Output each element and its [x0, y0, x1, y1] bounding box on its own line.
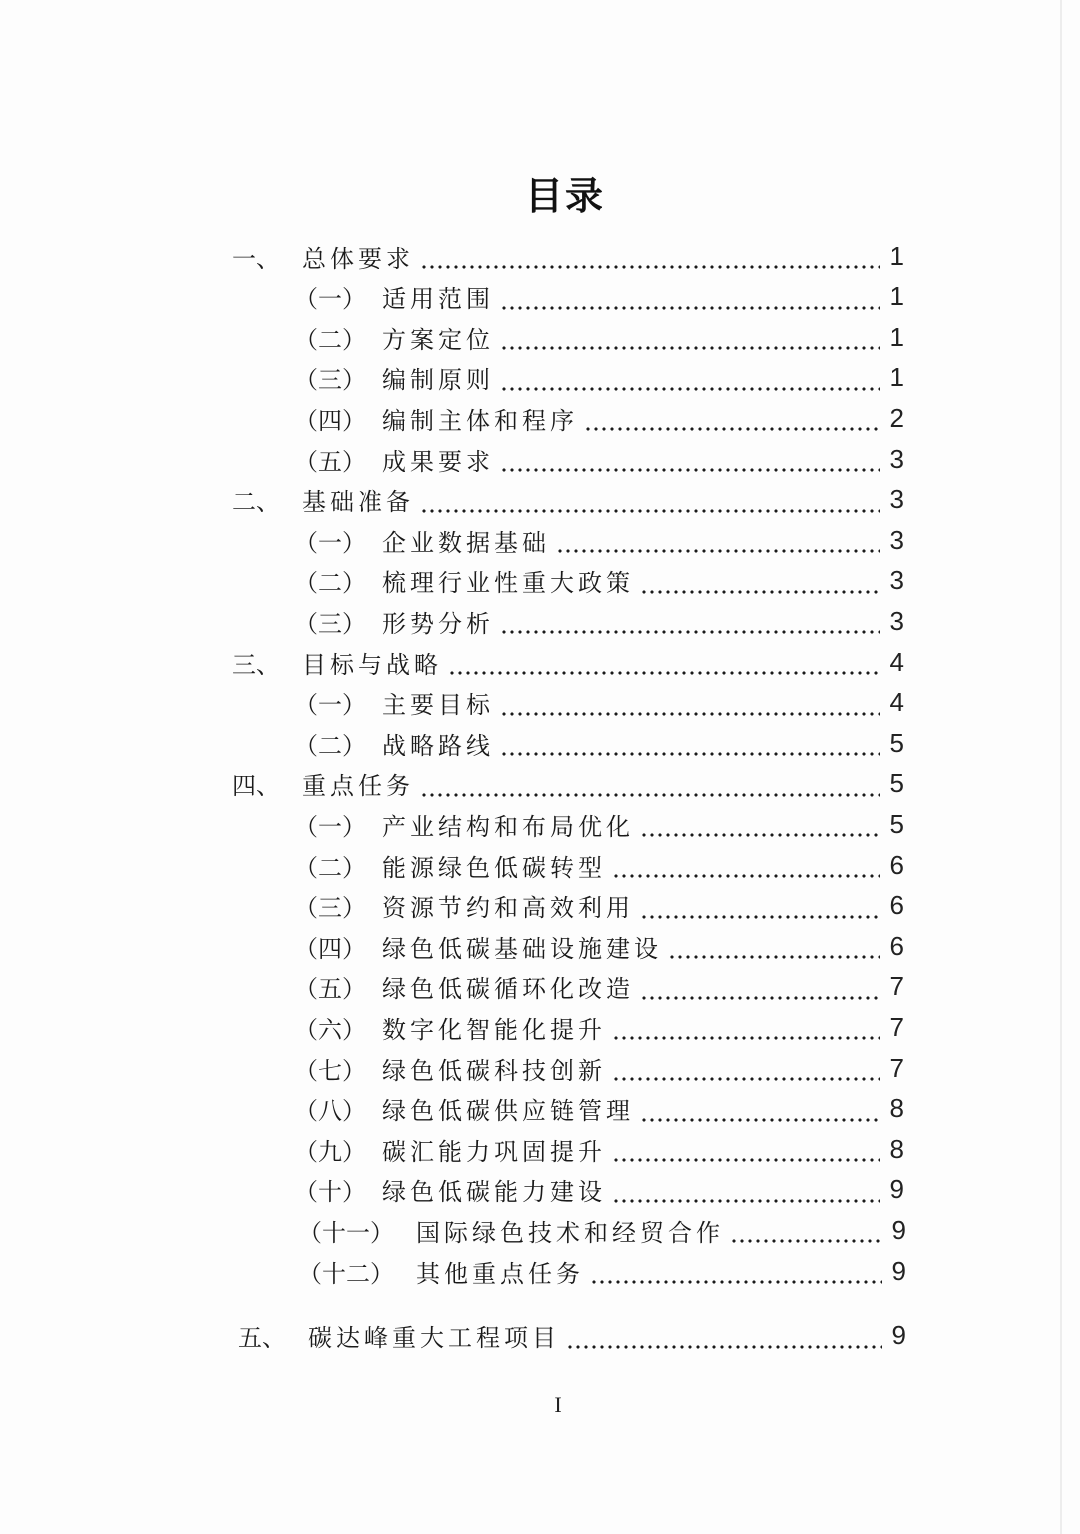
toc-entry: [298, 1210, 906, 1250]
toc-entry-page: 9: [891, 1255, 906, 1286]
table-of-contents: [0, 234, 1080, 1353]
toc-entry-title: 绿色低碳科技创新: [382, 1056, 606, 1085]
toc-entry-title: 碳达峰重大工程项目: [308, 1324, 560, 1353]
toc-entry-number: 三、: [232, 650, 280, 679]
toc-dot-leader: [556, 520, 880, 560]
toc-entry: [232, 764, 904, 804]
toc-entry-page: 9: [889, 1174, 904, 1205]
toc-entry: [294, 967, 904, 1007]
toc-entry-number: 五、: [238, 1324, 286, 1353]
toc-entry-number: （一）: [294, 285, 366, 314]
toc-dot-leader: [500, 358, 880, 398]
toc-entry-title: 企业数据基础: [382, 528, 550, 557]
toc-entry-number: （三）: [294, 894, 366, 923]
toc-dot-leader: [640, 967, 880, 1007]
toc-entry-title: 方案定位: [382, 325, 494, 354]
toc-dot-leader: [612, 1170, 880, 1210]
toc-entry: [294, 1048, 904, 1088]
toc-entry: [294, 926, 904, 966]
toc-entry-number: （六）: [294, 1015, 366, 1044]
toc-entry-title: 基础准备: [302, 488, 414, 517]
toc-dot-leader: [420, 764, 880, 804]
toc-entry-page: 1: [889, 362, 904, 393]
toc-entry-title: 能源绿色低碳转型: [382, 853, 606, 882]
toc-entry-title: 形势分析: [382, 609, 494, 638]
toc-entry-title: 绿色低碳能力建设: [382, 1178, 606, 1207]
toc-entry-number: （二）: [294, 853, 366, 882]
toc-entry-page: 8: [889, 1093, 904, 1124]
toc-dot-leader: [500, 277, 880, 317]
toc-entry-page: 4: [889, 646, 904, 677]
toc-entry-page: 3: [889, 605, 904, 636]
toc-dot-leader: [640, 1089, 880, 1129]
toc-entry-page: 7: [889, 1011, 904, 1042]
toc-entry-page: 3: [889, 524, 904, 555]
toc-dot-leader: [566, 1316, 882, 1356]
toc-entry-title: 资源节约和高效利用: [382, 894, 634, 923]
toc-entry-number: （一）: [294, 812, 366, 841]
toc-entry: [294, 358, 904, 398]
toc-entry-number: （十）: [294, 1178, 366, 1207]
toc-entry: [232, 480, 904, 520]
toc-entry-number: （一）: [294, 528, 366, 557]
toc-entry: [294, 1089, 904, 1129]
toc-entry-number: （三）: [294, 609, 366, 638]
toc-entry-title: 重点任务: [302, 772, 414, 801]
toc-entry-title: 产业结构和布局优化: [382, 812, 634, 841]
toc-entry: [294, 886, 904, 926]
toc-entry: [294, 398, 904, 438]
toc-dot-leader: [640, 886, 880, 926]
toc-entry-title: 成果要求: [382, 447, 494, 476]
toc-entry-number: 一、: [232, 244, 280, 273]
toc-entry-title: 绿色低碳基础设施建设: [382, 934, 662, 963]
toc-entry: [294, 520, 904, 560]
toc-entry: [294, 317, 904, 357]
toc-entry-title: 其他重点任务: [416, 1259, 584, 1288]
toc-entry-page: 1: [889, 240, 904, 271]
toc-dot-leader: [612, 845, 880, 885]
toc-entry-title: 绿色低碳循环化改造: [382, 975, 634, 1004]
toc-dot-leader: [612, 1048, 880, 1088]
toc-entry: [232, 642, 904, 682]
toc-entry: [298, 1251, 906, 1291]
toc-entry-page: 3: [889, 565, 904, 596]
toc-entry-number: （五）: [294, 447, 366, 476]
toc-entry-page: 5: [889, 808, 904, 839]
toc-dot-leader: [640, 804, 880, 844]
toc-entry-number: 四、: [232, 772, 280, 801]
toc-entry-page: 2: [889, 402, 904, 433]
toc-entry-number: （二）: [294, 569, 366, 598]
toc-dot-leader: [500, 601, 880, 641]
toc-entry-page: 1: [889, 321, 904, 352]
toc-entry-title: 碳汇能力巩固提升: [382, 1137, 606, 1166]
toc-entry-number: （二）: [294, 731, 366, 760]
toc-entry-number: （五）: [294, 975, 366, 1004]
toc-entry-number: （十一）: [298, 1218, 394, 1247]
toc-entry-number: （四）: [294, 406, 366, 435]
toc-entry-page: 6: [889, 890, 904, 921]
toc-dot-leader: [668, 926, 880, 966]
toc-entry: [294, 683, 904, 723]
toc-entry: [294, 804, 904, 844]
toc-entry: [294, 1170, 904, 1210]
toc-dot-leader: [420, 480, 880, 520]
toc-dot-leader: [730, 1210, 882, 1250]
toc-dot-leader: [612, 1007, 880, 1047]
toc-entry: [238, 1316, 906, 1356]
toc-entry-page: 7: [889, 971, 904, 1002]
toc-entry-page: 7: [889, 1052, 904, 1083]
toc-entry-page: 6: [889, 930, 904, 961]
toc-dot-leader: [590, 1251, 882, 1291]
toc-entry-title: 编制原则: [382, 366, 494, 395]
toc-entry-number: （十二）: [298, 1259, 394, 1288]
toc-entry-title: 梳理行业性重大政策: [382, 569, 634, 598]
page-title: 目录: [524, 174, 605, 218]
toc-entry-title: 主要目标: [382, 691, 494, 720]
toc-entry-number: 二、: [232, 488, 280, 517]
toc-entry-number: （八）: [294, 1097, 366, 1126]
toc-entry: [294, 439, 904, 479]
toc-entry-title: 国际绿色技术和经贸合作: [416, 1218, 724, 1247]
toc-entry: [294, 561, 904, 601]
toc-dot-leader: [420, 236, 880, 276]
toc-dot-leader: [448, 642, 880, 682]
toc-dot-leader: [584, 398, 880, 438]
toc-entry-page: 8: [889, 1133, 904, 1164]
toc-entry-number: （一）: [294, 691, 366, 720]
toc-entry: [294, 1007, 904, 1047]
toc-entry: [294, 601, 904, 641]
toc-entry-page: 9: [891, 1320, 906, 1351]
toc-dot-leader: [612, 1129, 880, 1169]
toc-entry-title: 总体要求: [302, 244, 414, 273]
toc-entry-page: 1: [889, 281, 904, 312]
page-number: I: [554, 1392, 562, 1417]
toc-entry-page: 5: [889, 768, 904, 799]
toc-entry-number: （四）: [294, 934, 366, 963]
toc-entry-number: （二）: [294, 325, 366, 354]
toc-entry-title: 战略路线: [382, 731, 494, 760]
toc-dot-leader: [500, 439, 880, 479]
toc-entry-number: （三）: [294, 366, 366, 395]
toc-entry: [294, 723, 904, 763]
toc-dot-leader: [500, 317, 880, 357]
toc-entry-page: 6: [889, 849, 904, 880]
toc-entry: [294, 1129, 904, 1169]
toc-entry-title: 数字化智能化提升: [382, 1015, 606, 1044]
toc-dot-leader: [500, 683, 880, 723]
toc-entry-title: 目标与战略: [302, 650, 442, 679]
toc-entry-title: 绿色低碳供应链管理: [382, 1097, 634, 1126]
toc-dot-leader: [500, 723, 880, 763]
toc-dot-leader: [640, 561, 880, 601]
toc-entry-page: 3: [889, 443, 904, 474]
toc-entry: [294, 277, 904, 317]
toc-entry-title: 编制主体和程序: [382, 406, 578, 435]
toc-entry-number: （七）: [294, 1056, 366, 1085]
toc-entry: [294, 845, 904, 885]
toc-entry-title: 适用范围: [382, 285, 494, 314]
toc-entry-number: （九）: [294, 1137, 366, 1166]
toc-entry-page: 5: [889, 727, 904, 758]
toc-entry-page: 4: [889, 687, 904, 718]
toc-entry-page: 9: [891, 1214, 906, 1245]
toc-entry: [232, 236, 904, 276]
toc-entry-page: 3: [889, 484, 904, 515]
